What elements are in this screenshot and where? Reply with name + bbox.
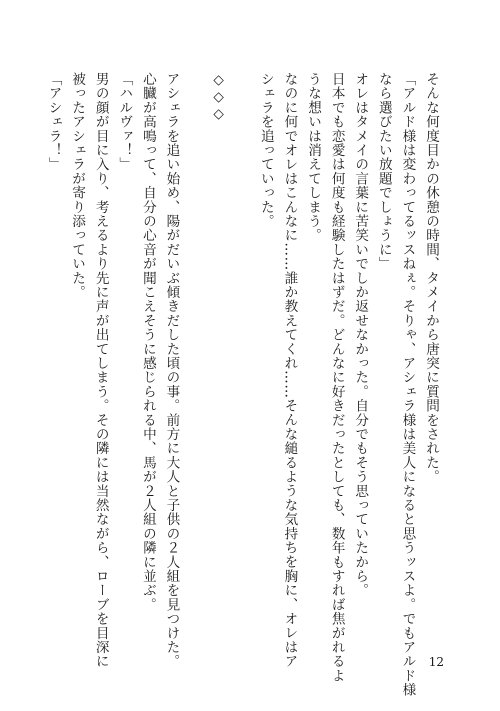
text-line: 日本でも恋愛は何度も経験したはずだ。どんなに好きだったとしても、数年もすれば焦がれるよ — [328, 72, 345, 683]
text-line: 「アシェラ！」 — [45, 72, 62, 172]
page-number: 12 — [428, 655, 444, 669]
text-line: 「アルド様は変わってるッスねぇ。そりゃ、アシェラ様は美人になると思うッスよ。でもアルド様 — [399, 72, 416, 697]
blank-line — [182, 72, 206, 637]
scene-divider: ◇◇◇ — [210, 72, 227, 123]
text-line: なら選びたい放題でしょうに」 — [375, 72, 392, 271]
text-line: そんな何度目かの休憩の時間、タメイから唐突に質問をされた。 — [423, 72, 439, 484]
text-line: アシェラを追い始め、陽がだいぶ傾きだした頃の事。前方に大人と子供の２人組を見つけた。 — [163, 72, 180, 669]
text-line: うな想いは消えてしまう。 — [305, 72, 322, 243]
text-line: 男の顔が目に入り、考えるより先に声が出てしまう。その隣には当然ながら、ローブを目深に — [92, 72, 109, 669]
blank-line — [230, 72, 254, 637]
text-line: 「ハルヴァ！」 — [116, 72, 133, 172]
text-line: 被ったアシェラが寄り添っていた。 — [69, 72, 86, 300]
text-line: シェラを追っていった。 — [257, 72, 274, 229]
text-line: オレはタメイの言葉に苦笑いでしか返せなかった。自分でもそう思っていたから。 — [352, 72, 369, 598]
text-line: 心臓が高鳴って、自分の心音が聞こえそうに感じられる中、馬が２人組の隣に並ぶ。 — [139, 72, 156, 612]
text-line: なのに何でオレはこんなに……誰か教えてくれ……そんな縋るような気持ちを胸に、オレはア — [281, 72, 298, 669]
